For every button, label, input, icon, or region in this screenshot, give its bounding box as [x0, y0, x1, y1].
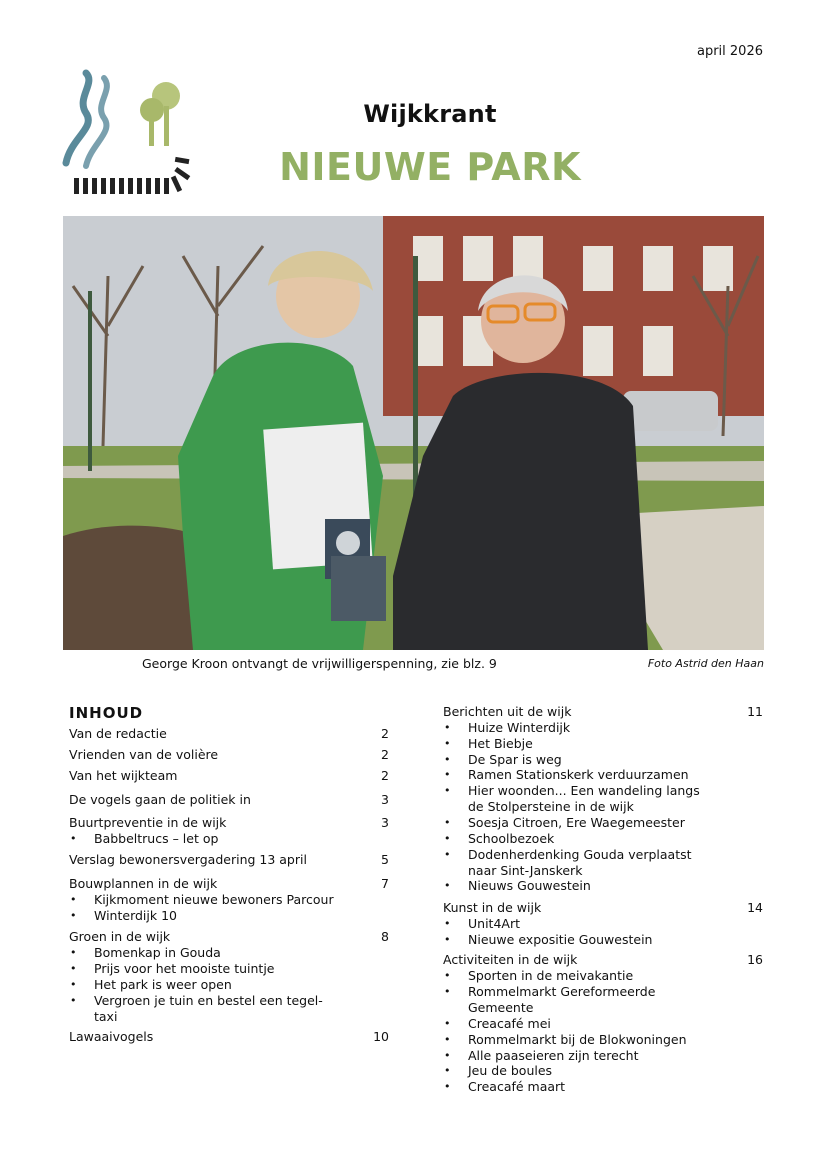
toc-subitem[interactable]: • Babbeltrucs – let op: [69, 831, 389, 847]
toc-page-number: 2: [381, 768, 389, 783]
toc-item[interactable]: Berichten uit de wijk 11: [443, 704, 763, 719]
toc-subitem[interactable]: • Schoolbezoek: [443, 831, 763, 847]
toc-subitem[interactable]: • Bomenkap in Gouda: [69, 945, 389, 961]
toc-subitem[interactable]: • Kijkmoment nieuwe bewoners Parcour: [69, 892, 389, 908]
toc-page-number: 7: [381, 876, 389, 891]
toc-item[interactable]: Vrienden van de volière 2: [69, 747, 389, 762]
toc-item[interactable]: Buurtpreventie in de wijk 3: [69, 815, 389, 830]
toc-subitem-continued[interactable]: taxi: [94, 1009, 118, 1024]
toc-page-number: 8: [381, 929, 389, 944]
toc-item[interactable]: Bouwplannen in de wijk 7: [69, 876, 389, 891]
toc-subitem[interactable]: • Creacafé mei: [443, 1016, 763, 1032]
photo-credit: Foto Astrid den Haan: [647, 657, 764, 670]
toc-item[interactable]: Activiteiten in de wijk 16: [443, 952, 763, 967]
toc-subitem-continued[interactable]: naar Sint-Janskerk: [468, 863, 583, 878]
toc-page-number: 2: [381, 747, 389, 762]
toc-subitem[interactable]: • Rommelmarkt bij de Blokwoningen: [443, 1032, 763, 1048]
toc-page-number: 11: [747, 704, 763, 719]
toc-subitem[interactable]: • Het Biebje: [443, 736, 763, 752]
cover-photo: [63, 216, 764, 650]
newsletter-subtitle: Wijkkrant: [363, 100, 497, 128]
toc-subitem[interactable]: • Het park is weer open: [69, 977, 389, 993]
toc-subitem[interactable]: • Creacafé maart: [443, 1079, 763, 1095]
toc-subitem[interactable]: • Dodenherdenking Gouda verplaatst: [443, 847, 763, 863]
toc-subitem[interactable]: • Vergroen je tuin en bestel een tegel-: [69, 993, 389, 1009]
toc-page-number: 10: [373, 1029, 389, 1044]
toc-subitem[interactable]: • Sporten in de meivakantie: [443, 968, 763, 984]
toc-subitem[interactable]: • De Spar is weg: [443, 752, 763, 768]
toc-heading: INHOUD: [69, 704, 144, 722]
toc-subitem[interactable]: • Nieuwe expositie Gouwestein: [443, 932, 763, 948]
toc-subitem[interactable]: • Alle paaseieren zijn terecht: [443, 1048, 763, 1064]
toc-page-number: 14: [747, 900, 763, 915]
toc-right-column: [443, 704, 763, 1104]
toc-page-number: 3: [381, 792, 389, 807]
toc-item[interactable]: Kunst in de wijk 14: [443, 900, 763, 915]
toc-item[interactable]: Groen in de wijk 8: [69, 929, 389, 944]
toc-subitem[interactable]: • Huize Winterdijk: [443, 720, 763, 736]
toc-subitem[interactable]: • Prijs voor het mooiste tuintje: [69, 961, 389, 977]
toc-item[interactable]: Van het wijkteam 2: [69, 768, 389, 783]
toc-subitem-continued[interactable]: Gemeente: [468, 1000, 534, 1015]
toc-subitem[interactable]: • Soesja Citroen, Ere Waegemeester: [443, 815, 763, 831]
toc-subitem-continued[interactable]: de Stolpersteine in de wijk: [468, 799, 634, 814]
issue-date: april 2026: [696, 44, 763, 59]
toc-item[interactable]: Van de redactie 2: [69, 726, 389, 741]
toc-subitem[interactable]: • Unit4Art: [443, 916, 763, 932]
toc-subitem[interactable]: • Nieuws Gouwestein: [443, 878, 763, 894]
toc-page-number: 2: [381, 726, 389, 741]
toc-left-column: [69, 726, 389, 1056]
toc-subitem[interactable]: • Jeu de boules: [443, 1063, 763, 1079]
toc-page-number: 5: [381, 852, 389, 867]
toc-item[interactable]: De vogels gaan de politiek in 3: [69, 792, 389, 807]
toc-subitem[interactable]: • Hier woonden... Een wandeling langs: [443, 783, 763, 799]
newsletter-logo: [56, 68, 196, 198]
newsletter-title: NIEUWE PARK: [279, 145, 581, 189]
toc-subitem[interactable]: • Ramen Stationskerk verduurzamen: [443, 767, 763, 783]
toc-subitem[interactable]: • Winterdijk 10: [69, 908, 389, 924]
photo-caption: George Kroon ontvangt de vrijwilligerspenning, zie blz. 9: [142, 656, 497, 671]
toc-page-number: 16: [747, 952, 763, 967]
toc-item[interactable]: Verslag bewonersvergadering 13 april 5: [69, 852, 389, 867]
toc-item[interactable]: Lawaaivogels 10: [69, 1029, 389, 1044]
toc-subitem[interactable]: • Rommelmarkt Gereformeerde: [443, 984, 763, 1000]
toc-page-number: 3: [381, 815, 389, 830]
